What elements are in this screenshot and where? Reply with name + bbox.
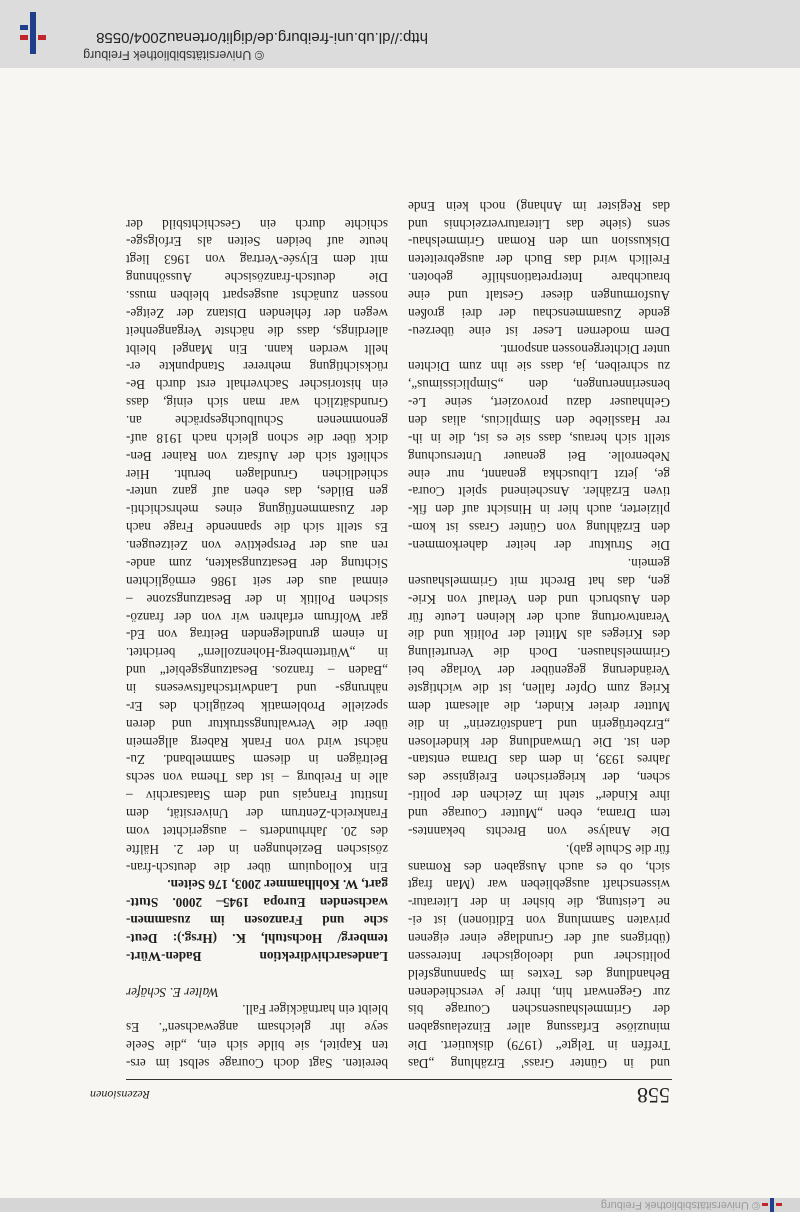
text-line: benserinnerungen, den „Simplicissimus“, (408, 377, 670, 393)
text-line: den ist. Die Umwandlung der kinderlosen (408, 734, 670, 750)
text-line: den Erzählung von Günter Grass ist kom- (408, 520, 670, 536)
text-line: Landesarchivdirektion Baden-Würt- (126, 948, 388, 964)
text-line: das Register im Anhang) noch kein Ende (408, 198, 670, 214)
text-line: nächst wird von Frank Raberg allgemein (126, 734, 388, 750)
text-line: Krieg zum Opfer fallen, ist die wichtigste (408, 680, 670, 696)
text-line: wissenschaft ausgeblieben war (Man fragt (408, 877, 670, 893)
text-line: bleibt ein hartnäckiger Fall. (242, 1002, 388, 1018)
text-line: Es stellt sich die spannende Frage nach (126, 520, 388, 536)
text-line: zösischen Beziehungen in der 2. Hälfte (126, 841, 388, 857)
text-line: alle in Freiburg – ist das Thema von sechs (126, 770, 388, 786)
text-line: Die Struktur der heiter daherkommen- (408, 538, 670, 554)
text-line: über die Verwaltungsstruktur und deren (126, 716, 388, 732)
text-line: brauchbare Interpretationshilfe geboten. (408, 270, 670, 286)
source-url-link[interactable]: http://dl.ub.uni-freiburg.de/diglit/ortenau2004/0558 (96, 29, 428, 46)
text-line: „Erzbetrügerin und Landstörzerin“ in die (408, 716, 670, 732)
text-line: und in Günter Grass' Erzählung „Das (408, 1056, 670, 1071)
text-line: ein historischer Sachverhalt erst durch Be- (126, 377, 388, 393)
page-number: 558 (637, 1083, 670, 1108)
left-column (408, 197, 670, 1072)
ghost-copyright: © Universitätsbibliothek Freiburg (600, 1199, 760, 1211)
text-line: wachsenden Europa 1945– 2000. Stutt- (126, 895, 388, 911)
text-line (126, 965, 388, 983)
text-line: Die Analyse von Brechts bekanntes- (408, 823, 670, 839)
text-line: Frankreich-Zentrum der Universität, dem (126, 805, 388, 821)
text-line: rer Hassliebe den Simplicius, alias den (408, 413, 670, 429)
text-line: unter Dichtergenossen anspornt. (499, 341, 670, 357)
text-line: Treffen in Telgte“ (1979) diskutiert. Die (408, 1038, 670, 1054)
text-line: privaten Sammlung von Editionen) ist ei- (408, 913, 670, 929)
text-line: für die Schule gab). (566, 841, 670, 857)
text-line: Freilich wird das Buch der ausgebreiteten (408, 252, 670, 268)
text-line: den Ausbruch und den Verlauf von Krie- (408, 591, 670, 607)
text-line: ge, jetzt Libuschka genannt, nur eine (408, 466, 670, 482)
text-line: gar Wolfrum erfahren wir von der franzö- (126, 609, 388, 625)
text-line: Mutter dreier Kinder, die allesamt dem (408, 698, 670, 714)
text-line: Nebenrolle. Bei genauer Untersuchung (408, 448, 670, 464)
text-line: Institut Français und dem Staatsarchiv – (126, 788, 388, 804)
text-line: (übrigens auf der Grundlage einer eigenen (408, 930, 670, 946)
text-line: Grimmelshausen. Doch die Verurteilung (408, 645, 670, 661)
text-line: ten Kapitel, sie bilde sich ein, „die Seele (126, 1038, 388, 1054)
text-line: gen Bildes, das eben auf ganz unter- (126, 484, 388, 500)
text-line: nossen zunächst ausgespart bleiben muss. (126, 288, 388, 304)
text-line: heute auf beiden Seiten als Erfolgsge- (126, 234, 388, 250)
text-line: gemein. (627, 555, 670, 571)
text-line: zu schreiben, ja, dass sie ihn zum Dichten (408, 359, 670, 375)
document-page (0, 68, 800, 1198)
viewer-top-bar (0, 1198, 800, 1212)
text-line: Die deutsch-französische Aussöhnung (126, 270, 388, 286)
text-line: mit dem Elysée-Vertrag von 1963 liegt (126, 252, 388, 268)
text-line: Jahres 1939, in dem das Drama entstan- (408, 752, 670, 768)
text-line: nährungs- und Landwirtschaftswesens in (126, 680, 388, 696)
text-line: wegen der fehlenden Distanz der Zeitge- (126, 305, 388, 321)
text-line: Sichtung der Besatzungsakten, zum ande- (126, 555, 388, 571)
text-line: der Zusammenfügung eines mehrschichti- (126, 502, 388, 518)
text-line: bereiten. Sagt doch Courage selbst im ers- (126, 1056, 388, 1071)
text-line: gart, W. Kohlhammer 2003, 176 Seiten. (167, 877, 388, 893)
text-line: dick über die schon gleich nach 1918 auf- (126, 430, 388, 446)
text-line: Behandlung des Textes im Spannungsfeld (408, 966, 670, 982)
text-line: temberg/ Hochstuhl, K. (Hrsg.): Deut- (126, 930, 388, 946)
text-line: Ein Kolloquium über die deutsch-fran- (126, 859, 388, 875)
text-line: politischer und ideologischer Interessen (408, 948, 670, 964)
text-line: schließt sich der Aufsatz von Rainer Ben- (126, 448, 388, 464)
ub-freiburg-logo-icon (18, 12, 48, 54)
text-line: ihre Kinder“ steht im Zeichen der politi- (408, 788, 670, 804)
text-line: seye ihr gleichsam angewachsen“. Es (126, 1020, 388, 1036)
section-title: Rezensionen (90, 1088, 150, 1102)
copyright-text: © Universitätsbibliothek Freiburg (83, 48, 264, 62)
text-line: schiedlichen Grundlagen beruht. Hier (126, 466, 388, 482)
text-line: des 20. Jahrhunderts – ausgerichtet vom (126, 823, 388, 839)
text-line: minuziöse Erfassung aller Einzelausgaben (408, 1020, 670, 1036)
text-line: Ausformungen dieser Gestalt und eine (408, 288, 670, 304)
text-line: Verantwortung auch der kleinen Leute für (408, 609, 670, 625)
text-line: sens (siehe das Literaturverzeichnis und (408, 216, 670, 232)
text-line: ne Leistung, die bisher in der Literatur- (408, 895, 670, 911)
viewer-footer-bar (0, 0, 800, 68)
text-line: Gelnhauser dazu provoziert, seine Le- (408, 395, 670, 411)
header-rule (126, 1079, 672, 1080)
text-line: tiven Erzähler. Anscheinend spielt Coura- (408, 484, 670, 500)
text-line: schichte durch ein Geschichtsbild der (126, 216, 388, 232)
text-line: in „Württemberg-Hohenzollern“ berichtet. (126, 645, 388, 661)
text-line: zur Gegenwart hin, ihrer je verschiedenen (408, 984, 670, 1000)
text-line: sich, ob es auch Ausgaben des Romans (408, 859, 670, 875)
ub-logo-icon (760, 1198, 784, 1212)
text-line: spezielle Problematik bezüglich des Er- (126, 698, 388, 714)
text-line: gende Zusammenschau der drei großen (408, 305, 670, 321)
text-line: Veränderung gegenüber der Vorlage bei (408, 663, 670, 679)
text-line: der Grimmelshausenschen Courage bis (408, 1002, 670, 1018)
text-line: des Krieges als Mittel der Politik und die (408, 627, 670, 643)
text-line: „Baden – franzos. Besatzungsgebiet“ und (126, 663, 388, 679)
text-line: tem Drama, eben „Mutter Courage und (408, 805, 670, 821)
text-line: Beiträgen in diesem Sammelband. Zu- (126, 752, 388, 768)
text-line: stellt sich heraus, dass sie es ist, die in ih- (408, 430, 670, 446)
text-line: einmal aus der seit 1986 ermöglichten (126, 573, 388, 589)
text-line: ren aus der Perspektive von Zeitzeugen. (126, 538, 388, 554)
text-line: rücksichtigung mehrerer Standpunkte er- (126, 359, 388, 375)
text-line: hellt werden kann. Ein Mangel bleibt (126, 341, 388, 357)
text-line: In einem grundlegenden Beitrag von Ed- (126, 627, 388, 643)
text-line: Diskussion um den Roman Grimmelshau- (408, 234, 670, 250)
text-line: sischen Politik in der Besatzungszone – (126, 591, 388, 607)
text-line: gen, das hat Brecht mit Grimmelshausen (408, 573, 670, 589)
text-line: sche und Franzosen im zusammen- (126, 913, 388, 929)
right-column (126, 215, 388, 1072)
text-line: Walter E. Schäfer (126, 984, 219, 1000)
text-line: schen, der kriegerischen Ereignisse des (408, 770, 670, 786)
text-line: genommenen Schulbuchgespräche an. (126, 413, 388, 429)
text-line: plizierter, auch hier in Hinsicht auf den fik- (408, 502, 670, 518)
text-line: allerdings, dass die nächste Vergangenheit (126, 323, 388, 339)
text-line: Grundsätzlich war man sich einig, dass (126, 395, 388, 411)
text-line: Dem modernen Leser ist eine überzeu- (408, 323, 670, 339)
